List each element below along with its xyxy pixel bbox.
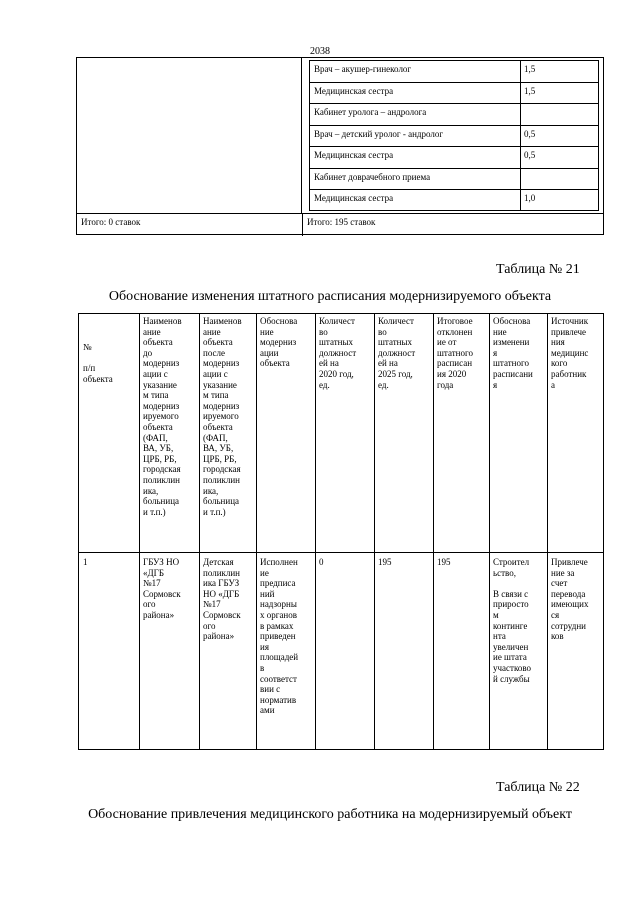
data-cell: Исполнен ие предписа ний надзорны х органов в рамках приведен ия площадей в соответст вии с норматив ами	[260, 557, 299, 716]
header-cell: Итоговое отклонен ие от штатного расписан ия 2020 года	[437, 316, 473, 390]
header-cell: Количест во штатных должност ей на 2020 год, ед.	[319, 316, 357, 390]
table22-caption: Обоснование привлечения медицинского работника на модернизируемый объект	[88, 807, 572, 822]
data-cell: 1	[83, 557, 88, 567]
position-name: Врач – акушер-гинеколог	[314, 64, 412, 74]
totals-row	[77, 213, 603, 236]
data-cell: Строител ьство, В связи с приросто м континге нта увеличен ие штата участково й службы	[493, 557, 532, 684]
staff-position-row	[309, 103, 599, 125]
staffing-change-table	[78, 313, 604, 750]
data-cell: 195	[437, 557, 451, 567]
header-cell: Количест во штатных должност ей на 2025 год, ед.	[378, 316, 416, 390]
staffing-continuation-table	[76, 57, 604, 235]
position-name: Кабинет уролога – андролога	[314, 107, 427, 117]
header-cell: Наименов ание объекта до модерниз ации с указание м типа модерниз ируемого объекта (ФАП, ВА, УБ, ЦРБ, РБ, городская поликлин ика, больница и т.п.)	[143, 316, 182, 517]
position-name: Медицинская сестра	[314, 85, 394, 96]
staff-position-row	[309, 60, 599, 82]
data-cell: ГБУЗ НО «ДГБ №17 Сормовск ого района»	[143, 557, 181, 620]
position-name: Врач – детский уролог - андролог	[314, 128, 444, 139]
staff-position-row	[309, 125, 599, 147]
data-cell: 0	[319, 557, 324, 567]
table21-caption: Обоснование изменения штатного расписания модернизируемого объекта	[108, 289, 552, 304]
header-cell: № п/п объекта	[83, 342, 113, 384]
table21-number: Таблица № 21	[496, 262, 580, 277]
header-cell: Обоснова ние изменени я штатного расписани я	[493, 316, 533, 390]
staff-position-row	[309, 189, 599, 211]
staff-position-row	[309, 146, 599, 168]
position-name: Медицинская сестра	[314, 150, 394, 160]
position-name: Кабинет доврачебного приема	[314, 171, 431, 182]
data-cell: Привлече ние за счет перевода имеющих ся сотрудни ков	[551, 557, 589, 642]
position-rate: 1,0	[524, 193, 536, 203]
position-rate: 0,5	[524, 128, 536, 139]
staff-positions-list	[302, 58, 603, 213]
position-rate: 1,5	[524, 85, 536, 96]
position-rate: 0,5	[524, 150, 536, 160]
left-empty-cell	[77, 58, 302, 213]
page-number: 2038	[310, 46, 330, 57]
header-cell: Источник привлече ния медицинс кого работник а	[551, 316, 589, 390]
total-after: Итого: 195 ставок	[307, 217, 376, 227]
table22-number: Таблица № 22	[496, 780, 580, 795]
header-cell: Наименов ание объекта после модерниз ации с указание м типа модерниз ируемого объекта (ФАП, ВА, УБ, ЦРБ, РБ, городская поликлин ика, больница и т.п.)	[203, 316, 242, 517]
data-cell: 195	[378, 557, 392, 567]
staff-position-row	[309, 168, 599, 190]
data-cell: Детская поликлин ика ГБУЗ НО «ДГБ №17 Сормовск ого района»	[203, 557, 241, 642]
header-cell: Обоснова ние модерниз ации объекта	[260, 316, 298, 369]
staff-position-row	[309, 82, 599, 104]
total-before: Итого: 0 ставок	[81, 217, 141, 227]
position-rate: 1,5	[524, 64, 536, 74]
position-name: Медицинская сестра	[314, 193, 394, 203]
